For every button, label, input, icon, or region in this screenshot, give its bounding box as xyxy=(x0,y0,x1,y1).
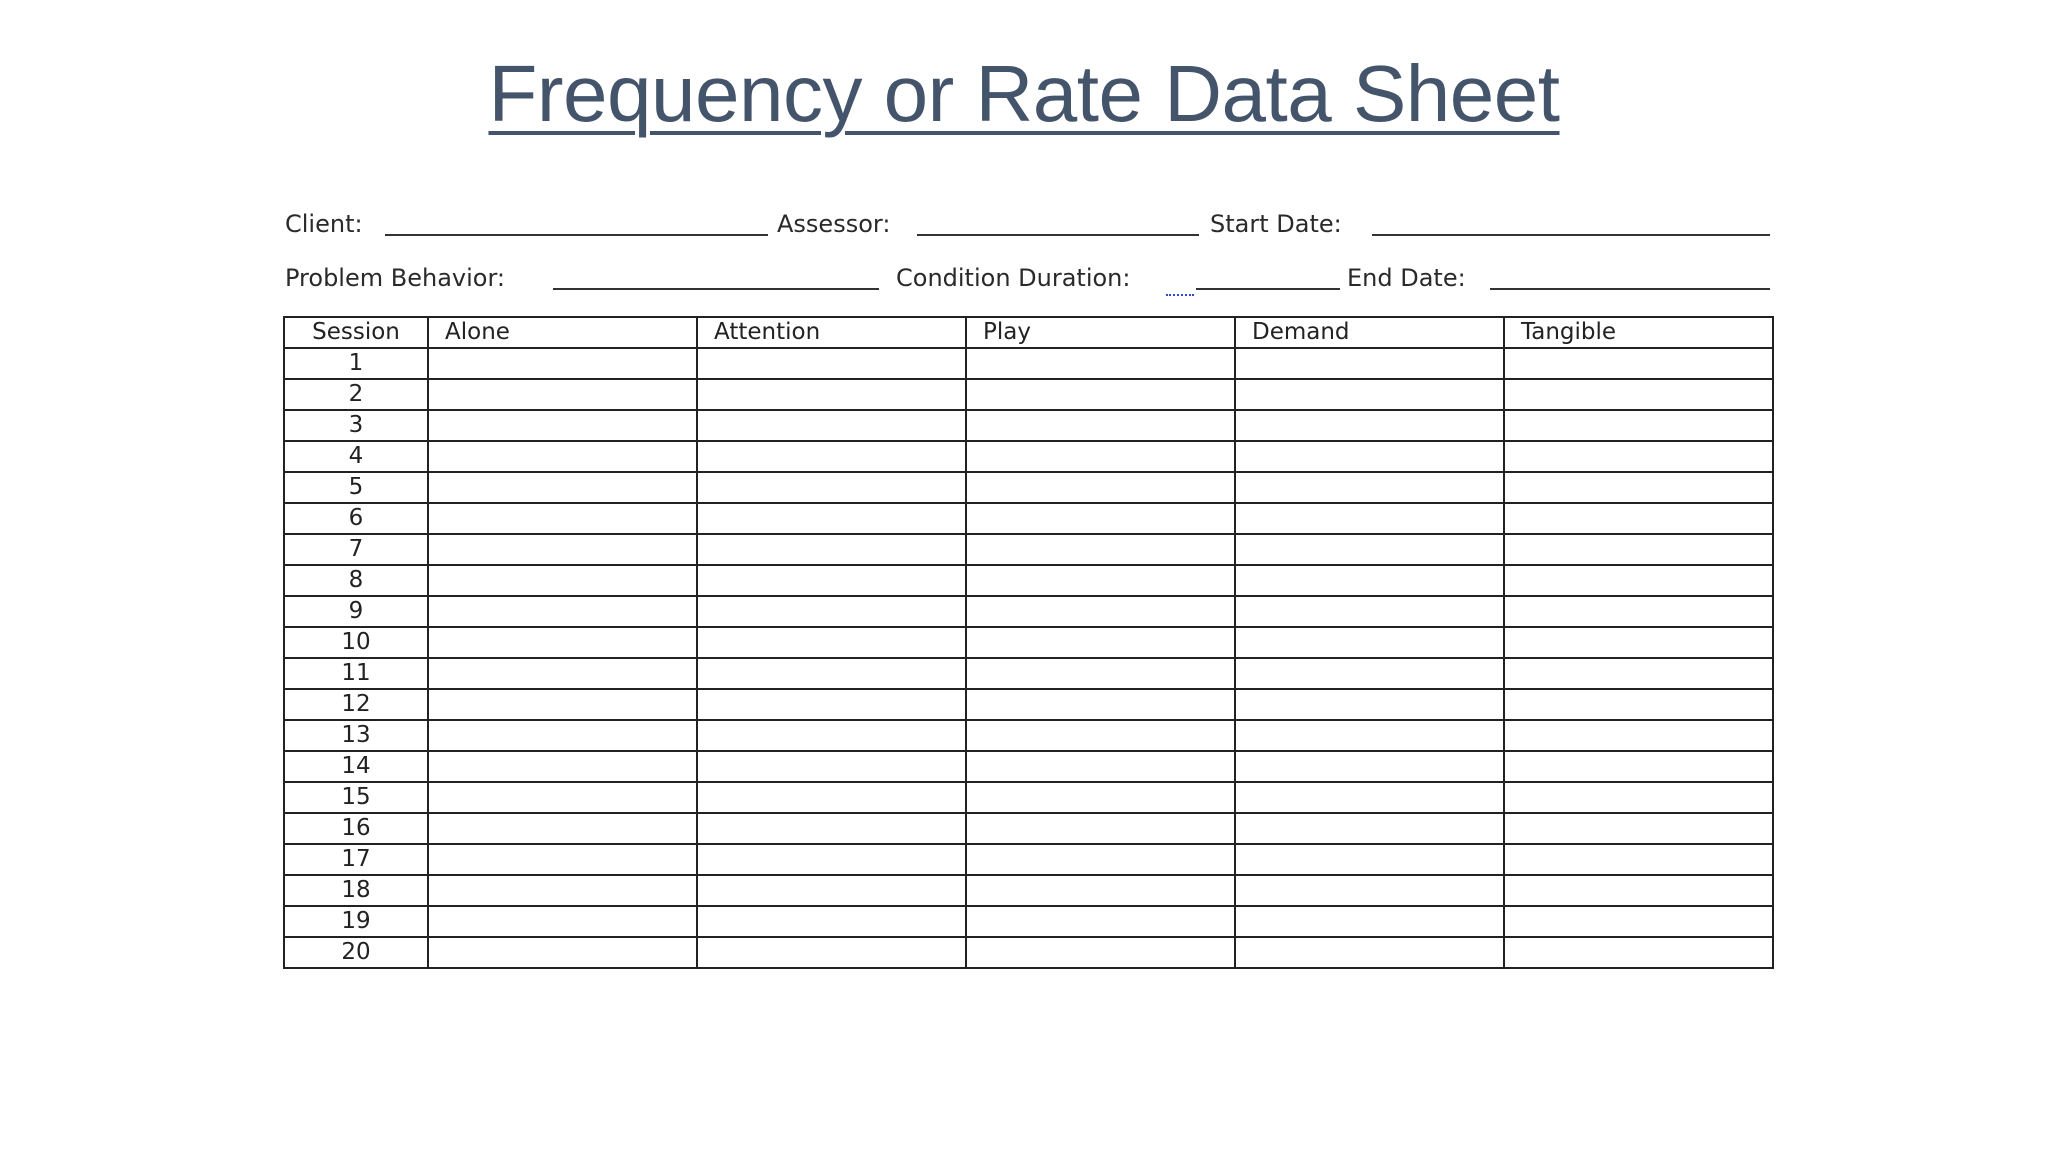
cell-play[interactable] xyxy=(966,906,1235,937)
table-row xyxy=(284,720,1773,751)
cell-alone[interactable] xyxy=(428,348,697,379)
cell-attention[interactable] xyxy=(697,379,966,410)
cell-demand[interactable] xyxy=(1235,658,1504,689)
column-header-play: Play xyxy=(966,317,1235,348)
session-number: 5 xyxy=(284,472,428,503)
cell-play[interactable] xyxy=(966,937,1235,968)
table-row xyxy=(284,844,1773,875)
table-row xyxy=(284,689,1773,720)
start-date-blank[interactable] xyxy=(1372,234,1770,236)
session-number: 17 xyxy=(284,844,428,875)
session-number: 1 xyxy=(284,348,428,379)
table-header-row xyxy=(284,317,1773,348)
end-date-label: End Date: xyxy=(1347,264,1466,292)
cell-play[interactable] xyxy=(966,410,1235,441)
cell-play[interactable] xyxy=(966,441,1235,472)
cell-demand[interactable] xyxy=(1235,689,1504,720)
table-row xyxy=(284,875,1773,906)
cell-attention[interactable] xyxy=(697,689,966,720)
cell-tangible[interactable] xyxy=(1504,565,1773,596)
session-number: 8 xyxy=(284,565,428,596)
cell-tangible[interactable] xyxy=(1504,348,1773,379)
cell-attention[interactable] xyxy=(697,813,966,844)
session-data-table xyxy=(283,316,1774,969)
cell-demand[interactable] xyxy=(1235,875,1504,906)
cell-demand[interactable] xyxy=(1235,627,1504,658)
table-row xyxy=(284,751,1773,782)
cell-play[interactable] xyxy=(966,627,1235,658)
table-row xyxy=(284,565,1773,596)
cell-play[interactable] xyxy=(966,844,1235,875)
column-header-tangible: Tangible xyxy=(1504,317,1773,348)
cell-tangible[interactable] xyxy=(1504,937,1773,968)
cell-alone[interactable] xyxy=(428,658,697,689)
cell-demand[interactable] xyxy=(1235,565,1504,596)
start-date-field[interactable] xyxy=(1210,204,1770,244)
table-row xyxy=(284,627,1773,658)
session-number: 6 xyxy=(284,503,428,534)
assessor-blank[interactable] xyxy=(917,234,1199,236)
table-row xyxy=(284,596,1773,627)
condition-duration-blank[interactable] xyxy=(1196,288,1340,290)
cell-alone[interactable] xyxy=(428,906,697,937)
cell-attention[interactable] xyxy=(697,472,966,503)
cell-play[interactable] xyxy=(966,472,1235,503)
cell-play[interactable] xyxy=(966,782,1235,813)
session-number: 19 xyxy=(284,906,428,937)
cell-demand[interactable] xyxy=(1235,720,1504,751)
cell-demand[interactable] xyxy=(1235,348,1504,379)
end-date-blank[interactable] xyxy=(1490,288,1770,290)
cell-demand[interactable] xyxy=(1235,906,1504,937)
cell-demand[interactable] xyxy=(1235,844,1504,875)
cell-demand[interactable] xyxy=(1235,751,1504,782)
problem-behavior-label: Problem Behavior: xyxy=(285,264,505,292)
cell-attention[interactable] xyxy=(697,782,966,813)
form-line-2 xyxy=(285,258,1770,298)
cell-attention[interactable] xyxy=(697,410,966,441)
table-row xyxy=(284,534,1773,565)
cell-alone[interactable] xyxy=(428,720,697,751)
cell-alone[interactable] xyxy=(428,596,697,627)
cell-tangible[interactable] xyxy=(1504,782,1773,813)
cell-attention[interactable] xyxy=(697,503,966,534)
cell-play[interactable] xyxy=(966,751,1235,782)
column-header-demand: Demand xyxy=(1235,317,1504,348)
cell-attention[interactable] xyxy=(697,596,966,627)
cell-tangible[interactable] xyxy=(1504,844,1773,875)
table-row xyxy=(284,472,1773,503)
condition-duration-label: Condition Duration: xyxy=(896,264,1131,292)
cell-attention[interactable] xyxy=(697,441,966,472)
cell-tangible[interactable] xyxy=(1504,720,1773,751)
session-number: 18 xyxy=(284,875,428,906)
table-row xyxy=(284,782,1773,813)
cell-alone[interactable] xyxy=(428,410,697,441)
cell-tangible[interactable] xyxy=(1504,441,1773,472)
cell-play[interactable] xyxy=(966,813,1235,844)
cell-alone[interactable] xyxy=(428,689,697,720)
session-rows xyxy=(284,348,1773,968)
assessor-label: Assessor: xyxy=(777,210,891,238)
cell-demand[interactable] xyxy=(1235,782,1504,813)
cell-alone[interactable] xyxy=(428,565,697,596)
cell-demand[interactable] xyxy=(1235,379,1504,410)
cell-play[interactable] xyxy=(966,658,1235,689)
cell-attention[interactable] xyxy=(697,658,966,689)
session-number: 16 xyxy=(284,813,428,844)
cell-attention[interactable] xyxy=(697,720,966,751)
cell-attention[interactable] xyxy=(697,565,966,596)
cell-attention[interactable] xyxy=(697,875,966,906)
table-row xyxy=(284,813,1773,844)
table-row xyxy=(284,410,1773,441)
cell-attention[interactable] xyxy=(697,627,966,658)
session-number: 3 xyxy=(284,410,428,441)
cell-alone[interactable] xyxy=(428,379,697,410)
cell-alone[interactable] xyxy=(428,813,697,844)
cell-alone[interactable] xyxy=(428,472,697,503)
cell-alone[interactable] xyxy=(428,534,697,565)
cell-tangible[interactable] xyxy=(1504,627,1773,658)
cell-tangible[interactable] xyxy=(1504,503,1773,534)
client-blank[interactable] xyxy=(385,234,768,236)
table-row xyxy=(284,441,1773,472)
cell-attention[interactable] xyxy=(697,937,966,968)
column-header-alone: Alone xyxy=(428,317,697,348)
table-row xyxy=(284,379,1773,410)
cell-play[interactable] xyxy=(966,379,1235,410)
cell-tangible[interactable] xyxy=(1504,689,1773,720)
page-title: Frequency or Rate Data Sheet xyxy=(488,49,1560,138)
cell-alone[interactable] xyxy=(428,751,697,782)
session-number: 12 xyxy=(284,689,428,720)
cell-play[interactable] xyxy=(966,348,1235,379)
session-number: 13 xyxy=(284,720,428,751)
condition-duration-field[interactable] xyxy=(896,258,1340,298)
client-field[interactable] xyxy=(285,204,770,244)
cell-play[interactable] xyxy=(966,875,1235,906)
cell-alone[interactable] xyxy=(428,441,697,472)
session-number: 15 xyxy=(284,782,428,813)
session-number: 14 xyxy=(284,751,428,782)
session-number: 10 xyxy=(284,627,428,658)
table-row xyxy=(284,937,1773,968)
cell-play[interactable] xyxy=(966,565,1235,596)
cell-tangible[interactable] xyxy=(1504,658,1773,689)
cell-alone[interactable] xyxy=(428,875,697,906)
cell-demand[interactable] xyxy=(1235,503,1504,534)
session-number: 2 xyxy=(284,379,428,410)
start-date-label: Start Date: xyxy=(1210,210,1342,238)
table-row xyxy=(284,348,1773,379)
problem-behavior-blank[interactable] xyxy=(553,288,879,290)
cell-play[interactable] xyxy=(966,720,1235,751)
cell-attention[interactable] xyxy=(697,348,966,379)
cell-demand[interactable] xyxy=(1235,472,1504,503)
spellcheck-squiggle xyxy=(1166,290,1194,296)
cell-tangible[interactable] xyxy=(1504,813,1773,844)
cell-tangible[interactable] xyxy=(1504,906,1773,937)
cell-demand[interactable] xyxy=(1235,937,1504,968)
problem-behavior-field[interactable] xyxy=(285,258,885,298)
cell-attention[interactable] xyxy=(697,906,966,937)
cell-alone[interactable] xyxy=(428,782,697,813)
end-date-field[interactable] xyxy=(1347,258,1770,298)
cell-attention[interactable] xyxy=(697,844,966,875)
session-number: 11 xyxy=(284,658,428,689)
cell-alone[interactable] xyxy=(428,503,697,534)
cell-tangible[interactable] xyxy=(1504,410,1773,441)
cell-demand[interactable] xyxy=(1235,410,1504,441)
cell-tangible[interactable] xyxy=(1504,596,1773,627)
cell-demand[interactable] xyxy=(1235,441,1504,472)
cell-tangible[interactable] xyxy=(1504,534,1773,565)
client-label: Client: xyxy=(285,210,363,238)
cell-tangible[interactable] xyxy=(1504,472,1773,503)
session-number: 9 xyxy=(284,596,428,627)
cell-tangible[interactable] xyxy=(1504,875,1773,906)
cell-play[interactable] xyxy=(966,534,1235,565)
table-row xyxy=(284,503,1773,534)
table-row xyxy=(284,658,1773,689)
cell-alone[interactable] xyxy=(428,844,697,875)
column-header-session: Session xyxy=(284,317,428,348)
column-header-attention: Attention xyxy=(697,317,966,348)
table-row xyxy=(284,906,1773,937)
form-line-1 xyxy=(285,204,1770,244)
cell-demand[interactable] xyxy=(1235,813,1504,844)
assessor-field[interactable] xyxy=(777,204,1203,244)
cell-demand[interactable] xyxy=(1235,534,1504,565)
cell-play[interactable] xyxy=(966,596,1235,627)
session-number: 20 xyxy=(284,937,428,968)
cell-attention[interactable] xyxy=(697,751,966,782)
session-number: 4 xyxy=(284,441,428,472)
cell-play[interactable] xyxy=(966,689,1235,720)
cell-tangible[interactable] xyxy=(1504,379,1773,410)
cell-alone[interactable] xyxy=(428,937,697,968)
session-number: 7 xyxy=(284,534,428,565)
cell-tangible[interactable] xyxy=(1504,751,1773,782)
cell-demand[interactable] xyxy=(1235,596,1504,627)
cell-attention[interactable] xyxy=(697,534,966,565)
cell-alone[interactable] xyxy=(428,627,697,658)
cell-play[interactable] xyxy=(966,503,1235,534)
